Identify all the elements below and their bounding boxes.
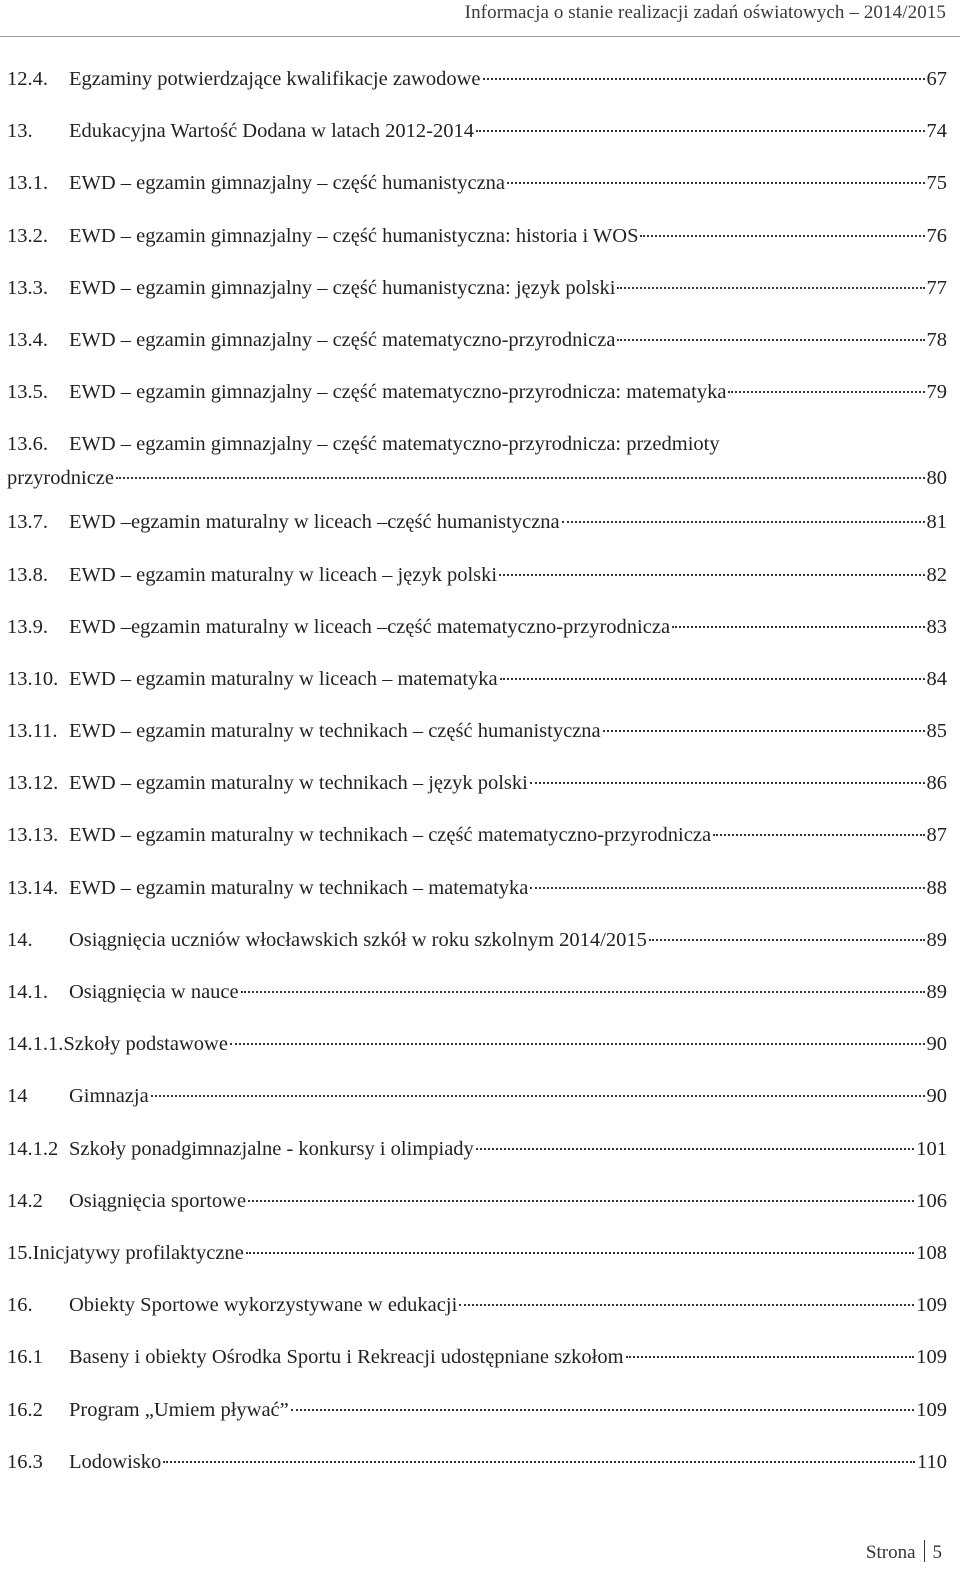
dot-leader: [500, 678, 925, 680]
toc-title: Osiągnięcia w nauce: [69, 981, 239, 1003]
dot-leader: [640, 235, 924, 237]
toc-entry[interactable]: [7, 614, 947, 666]
toc-number: 14.1.2: [7, 1137, 59, 1160]
toc-page-number: 110: [917, 1450, 947, 1473]
dot-leader: [713, 834, 924, 836]
table-of-contents: [7, 66, 947, 1501]
toc-entry[interactable]: [7, 509, 947, 561]
toc-entry-line: [7, 465, 947, 509]
dot-leader: [116, 477, 925, 479]
toc-title: Inicjatywy profilaktyczne: [32, 1241, 244, 1264]
toc-page-number: 84: [926, 667, 947, 690]
header-divider: [0, 36, 960, 37]
toc-page-number: 87: [926, 824, 947, 847]
footer-separator: [924, 1540, 925, 1562]
toc-number: 13.13.: [7, 824, 59, 847]
toc-page-number: 67: [926, 68, 947, 90]
dot-leader: [248, 1200, 914, 1202]
toc-title: EWD – egzamin maturalny w technikach – język polski: [69, 772, 528, 795]
toc-page-number: 109: [916, 1346, 947, 1369]
toc-title: Szkoły podstawowe: [63, 1033, 228, 1056]
toc-number: 13.10.: [7, 667, 59, 690]
dot-leader: [530, 782, 925, 784]
toc-entry[interactable]: [7, 379, 947, 431]
toc-entry[interactable]: [7, 1136, 947, 1188]
toc-entry[interactable]: [7, 927, 947, 979]
toc-title: Osiągnięcia uczniów włocławskich szkół w roku szkolnym 2014/2015: [69, 928, 647, 951]
toc-title: Gimnazja: [69, 1085, 149, 1108]
toc-number: 16.2: [7, 1398, 43, 1421]
toc-entry[interactable]: [7, 275, 947, 327]
toc-title: Osiągnięcia sportowe: [69, 1189, 247, 1212]
toc-page-number: 76: [926, 224, 947, 247]
dot-leader: [530, 887, 924, 889]
toc-entry[interactable]: [7, 1240, 947, 1292]
toc-title: Lodowisko: [69, 1450, 162, 1473]
dot-leader: [626, 1356, 915, 1358]
toc-title: Szkoły ponadgimnazjalne - konkursy i olimpiady: [69, 1137, 474, 1160]
toc-page-number: 101: [916, 1137, 947, 1160]
dot-leader: [649, 939, 925, 941]
toc-title: Edukacyjna Wartość Dodana w latach 2012-2014: [69, 120, 474, 143]
toc-page-number: 79: [926, 381, 947, 404]
toc-page-number: 89: [926, 981, 947, 1003]
toc-page-number: 81: [926, 511, 947, 534]
toc-page-number: 82: [926, 563, 947, 586]
toc-page-number: 89: [926, 928, 947, 951]
toc-title-continued: przyrodnicze: [7, 467, 114, 490]
toc-page-number: 90: [926, 1033, 947, 1056]
toc-title: EWD – egzamin gimnazjalny – część humanistyczna: historia i WOS: [69, 224, 639, 247]
toc-number: 14.: [7, 928, 33, 951]
toc-number: 13.14.: [7, 876, 59, 899]
dot-leader: [476, 130, 925, 132]
toc-page-number: 109: [916, 1398, 947, 1421]
dot-leader: [246, 1252, 914, 1254]
toc-title: EWD – egzamin maturalny w technikach – część matematyczno-przyrodnicza: [69, 824, 712, 847]
toc-number: 16.3: [7, 1450, 43, 1473]
toc-number: 13.1.: [7, 172, 48, 195]
toc-number: 14.1.1.: [7, 1033, 64, 1056]
toc-page-number: 75: [926, 172, 947, 195]
toc-entry[interactable]: [7, 431, 947, 509]
toc-entry[interactable]: [7, 327, 947, 379]
dot-leader: [483, 78, 925, 80]
dot-leader: [241, 991, 925, 993]
dot-leader: [617, 287, 924, 289]
toc-entry[interactable]: [7, 1292, 947, 1344]
toc-entry[interactable]: [7, 66, 947, 118]
toc-page-number: 109: [916, 1294, 947, 1317]
dot-leader: [459, 1304, 914, 1306]
toc-number: 13.5.: [7, 381, 48, 404]
toc-number: 13.2.: [7, 224, 48, 247]
toc-number: 14: [7, 1085, 28, 1108]
toc-number: 13.8.: [7, 563, 48, 586]
toc-entry[interactable]: [7, 875, 947, 927]
toc-entry[interactable]: [7, 1449, 947, 1501]
toc-number: 13.9.: [7, 615, 48, 638]
toc-entry[interactable]: [7, 1344, 947, 1396]
toc-entry[interactable]: [7, 1083, 947, 1135]
toc-title: Obiekty Sportowe wykorzystywane w edukacji: [69, 1294, 458, 1317]
dot-leader: [617, 339, 924, 341]
toc-title: EWD –egzamin maturalny w liceach –część matematyczno-przyrodnicza: [69, 615, 671, 638]
page-number: 5: [932, 1542, 942, 1563]
dot-leader: [603, 730, 925, 732]
toc-entry[interactable]: [7, 822, 947, 874]
toc-entry[interactable]: [7, 562, 947, 614]
toc-number: 13.3.: [7, 276, 48, 299]
toc-entry[interactable]: [7, 223, 947, 275]
toc-number: 13.7.: [7, 511, 48, 534]
toc-entry[interactable]: [7, 118, 947, 170]
dot-leader: [476, 1148, 914, 1150]
toc-entry-line: [7, 431, 947, 465]
toc-number: 14.2: [7, 1189, 43, 1212]
dot-leader: [672, 626, 924, 628]
toc-page-number: 108: [916, 1241, 947, 1264]
toc-title: Egzaminy potwierdzające kwalifikacje zawodowe: [69, 68, 481, 90]
toc-title: EWD – egzamin gimnazjalny – część humanistyczna: język polski: [69, 276, 616, 299]
toc-entry[interactable]: [7, 666, 947, 718]
toc-page-number: 78: [926, 328, 947, 351]
toc-title: EWD – egzamin maturalny w liceach – matematyka: [69, 667, 498, 690]
toc-page-number: 106: [916, 1189, 947, 1212]
dot-leader: [291, 1409, 915, 1411]
dot-leader: [728, 391, 924, 393]
toc-number: 14.1.: [7, 981, 48, 1003]
running-header: Informacja o stanie realizacji zadań oświatowych – 2014/2015: [464, 2, 946, 23]
toc-entry[interactable]: [7, 770, 947, 822]
dot-leader: [499, 574, 924, 576]
toc-number: 15.: [7, 1241, 33, 1264]
toc-number: 13.11.: [7, 720, 58, 743]
toc-entry[interactable]: [7, 1031, 947, 1083]
toc-title: EWD – egzamin maturalny w technikach – matematyka: [69, 876, 529, 899]
toc-page-number: 74: [926, 120, 947, 143]
toc-title: EWD – egzamin gimnazjalny – część matematyczno-przyrodnicza: matematyka: [69, 381, 727, 404]
toc-entry[interactable]: [7, 1397, 947, 1449]
toc-title: EWD – egzamin gimnazjalny – część matematyczno-przyrodnicza: przedmioty: [69, 433, 720, 456]
page-footer: [866, 1540, 942, 1564]
dot-leader: [507, 182, 924, 184]
toc-entry[interactable]: [7, 1188, 947, 1240]
toc-entry[interactable]: [7, 718, 947, 770]
toc-page-number: 88: [926, 876, 947, 899]
toc-entry[interactable]: [7, 979, 947, 1031]
dot-leader: [151, 1095, 925, 1097]
toc-page-number: 86: [926, 772, 947, 795]
toc-page-number: 77: [926, 276, 947, 299]
toc-number: 16.1: [7, 1346, 43, 1369]
toc-number: 13.4.: [7, 328, 48, 351]
toc-number: 16.: [7, 1294, 33, 1317]
dot-leader: [230, 1043, 925, 1045]
toc-title: EWD – egzamin maturalny w technikach – część humanistyczna: [69, 720, 601, 743]
toc-title: Baseny i obiekty Ośrodka Sportu i Rekreacji udostępniane szkołom: [69, 1346, 624, 1369]
toc-number: 13.: [7, 120, 33, 143]
toc-title: EWD – egzamin maturalny w liceach – język polski: [69, 563, 498, 586]
dot-leader: [562, 521, 925, 523]
toc-entry[interactable]: [7, 170, 947, 222]
footer-label: Strona: [865, 1542, 916, 1563]
toc-title: EWD – egzamin gimnazjalny – część humanistyczna: [69, 172, 506, 195]
toc-page-number: 83: [926, 615, 947, 638]
toc-page-number: 80: [926, 467, 947, 490]
toc-page-number: 85: [926, 720, 947, 743]
toc-title: EWD – egzamin gimnazjalny – część matematyczno-przyrodnicza: [69, 328, 616, 351]
dot-leader: [163, 1461, 915, 1463]
toc-number: 12.4.: [7, 68, 48, 90]
toc-page-number: 90: [926, 1085, 947, 1108]
toc-title: Program „Umiem pływać”: [69, 1398, 289, 1421]
toc-number: 13.6.: [7, 433, 48, 456]
toc-number: 13.12.: [7, 772, 59, 795]
toc-title: EWD –egzamin maturalny w liceach –część humanistyczna: [69, 511, 560, 534]
